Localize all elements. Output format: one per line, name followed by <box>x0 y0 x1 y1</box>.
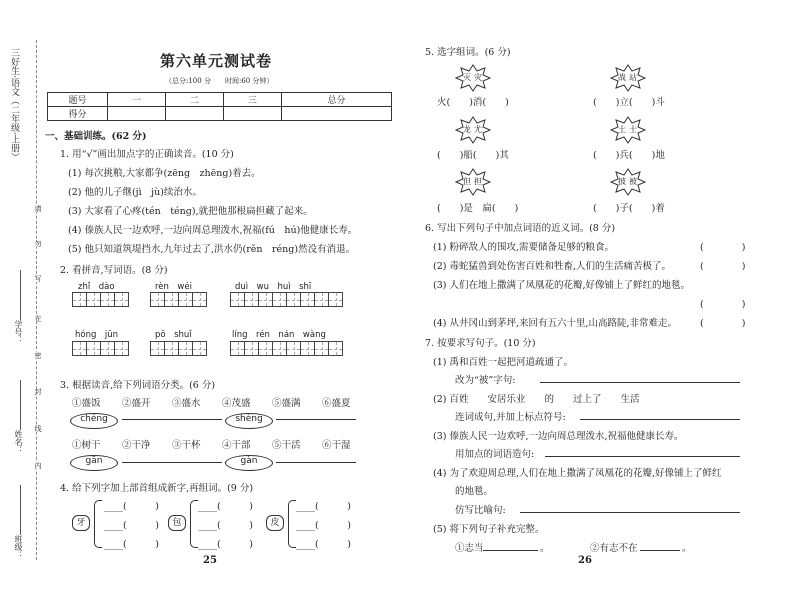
char-option: 尤 <box>474 125 482 134</box>
q4-title: 4. 给下列字加上部首组成新字,再组词。(9 分) <box>60 483 254 494</box>
answer-line[interactable] <box>640 550 680 551</box>
answer-line[interactable] <box>545 456 740 457</box>
fill-blank[interactable]: ____( ) <box>198 539 253 550</box>
seal-char: 密 <box>34 352 42 359</box>
tianzi-grid[interactable] <box>230 292 342 307</box>
answer-paren[interactable]: ( ) <box>700 242 746 253</box>
tianzi-grid[interactable] <box>150 292 206 307</box>
q3-word: ④干部 <box>222 440 251 451</box>
score-cell[interactable] <box>223 107 281 121</box>
tianzi-grid[interactable] <box>72 292 128 307</box>
q6-item: (1) 粉碎敌人的围攻,需要储备足够的粮食。 <box>433 242 614 253</box>
score-header: 一 <box>108 93 166 107</box>
score-table <box>47 92 392 121</box>
seal-char: 封 <box>34 388 42 395</box>
q7-sentence-cont: 的地毯。 <box>455 486 494 497</box>
char-option: 担 <box>474 177 482 186</box>
q5-line: ( )子( )着 <box>593 203 665 214</box>
student-name-field[interactable] <box>20 380 21 430</box>
char-option: 披 <box>618 177 626 186</box>
answer-line[interactable] <box>483 550 538 551</box>
q3-word: ⑤干活 <box>272 440 301 451</box>
q1-item: (3) 大家看了心疼(tén téng),就把他那根扁担藏了起来。 <box>68 206 313 217</box>
brace <box>94 500 102 548</box>
score-header: 二 <box>165 93 223 107</box>
q7-sentence: (3) 傣族人民一边欢呼,一边向周总理泼水,祝福他健康长寿。 <box>433 431 684 442</box>
page-number: 25 <box>203 555 217 566</box>
starburst-word-box <box>455 116 491 144</box>
char-option: 龙 <box>463 125 471 134</box>
char-option: 战 <box>618 73 626 82</box>
q7-instruction: 用加点的词语造句: <box>455 449 535 460</box>
char-option: 土 <box>618 125 626 134</box>
q6-item: (4) 从井冈山到茅坪,来回有五六十里,山高路陡,非常难走。 <box>433 318 678 329</box>
starburst-word-box <box>610 64 646 92</box>
score-header: 三 <box>223 93 281 107</box>
answer-paren[interactable]: ( ) <box>700 299 746 310</box>
answer-line[interactable] <box>540 382 740 383</box>
fill-blank[interactable]: ____( ) <box>296 520 351 531</box>
fill-blank[interactable]: ____( ) <box>296 501 351 512</box>
q1-item: (5) 他只知道筑堤挡水,九年过去了,洪水仍(rěn réng)然没有消退。 <box>68 244 356 255</box>
page-number: 26 <box>578 555 592 566</box>
q1-title: 1. 用“√”画出加点字的正确读音。(10 分) <box>60 149 234 160</box>
q7-sentence: (1) 禹和百姓一起把河道疏通了。 <box>433 357 573 368</box>
q5-line: 火( )消( ) <box>437 97 509 108</box>
char-option: 站 <box>629 73 637 82</box>
q7-sentence: (4) 为了欢迎周总理,人们在地上撒满了凤凰花的花瓣,好像铺上了鲜红 <box>433 468 722 479</box>
brace <box>288 500 296 548</box>
class-label: 班级： <box>14 535 23 559</box>
q3-word: ②盛开 <box>122 398 151 409</box>
fill-blank[interactable]: ____( ) <box>198 501 253 512</box>
answer-line[interactable] <box>276 419 356 420</box>
seal-char: 请 <box>34 205 42 212</box>
char-option: 灾 <box>474 73 482 82</box>
radical-char-box: 包 <box>168 515 186 531</box>
pinyin-oval: chéng <box>70 413 118 429</box>
starburst-word-box <box>455 64 491 92</box>
student-name-label: 姓名： <box>14 430 23 454</box>
q6-item: (3) 人们在地上撒满了凤凰花的花瓣,好像铺上了鲜红的地毯。 <box>433 280 690 291</box>
page-subtitle: （总分:100 分 时间:60 分钟） <box>165 77 274 85</box>
q7-phrase: ②有志不在 <box>590 543 638 554</box>
fill-blank[interactable]: ____( ) <box>104 520 159 531</box>
period: 。 <box>540 543 550 554</box>
q7-instruction: 连词成句,并加上标点符号: <box>455 412 566 423</box>
q5-title: 5. 选字组词。(6 分) <box>425 47 511 58</box>
q5-line: ( )船( )其 <box>437 150 509 161</box>
answer-paren[interactable]: ( ) <box>700 261 746 272</box>
student-id-label: 学号： <box>14 320 23 344</box>
q2-pinyin: líng rén nán wàng <box>232 330 326 340</box>
q3-word: ③盛水 <box>172 398 201 409</box>
q2-pinyin: duì wu huì shī <box>235 282 312 292</box>
seal-char: 内 <box>34 462 42 469</box>
q3-word: ⑥盛夏 <box>322 398 351 409</box>
q2-pinyin: pō shuǐ <box>155 330 192 340</box>
q7-instruction: 改为“被”字句: <box>455 375 516 386</box>
q3-word: ①盛饭 <box>72 398 101 409</box>
q6-title: 6. 写出下列句子中加点词语的近义词。(8 分) <box>425 223 616 234</box>
q1-item: (4) 傣族人民一边欢呼,一边向周总理泼水,祝福(fú hú)他健康长寿。 <box>68 225 358 236</box>
q7-sentence: (2) 百姓 安居乐业 的 过上了 生活 <box>433 394 640 405</box>
q5-line: ( )是 扁( ) <box>437 203 519 214</box>
page-title: 第六单元测试卷 <box>160 52 273 70</box>
answer-paren[interactable]: ( ) <box>700 318 746 329</box>
score-cell[interactable] <box>108 107 166 121</box>
q2-pinyin: zhǐ dào <box>78 282 115 292</box>
starburst-word-box <box>610 168 646 196</box>
q2-pinyin: hóng jūn <box>75 330 119 340</box>
q3-word: ⑤盛满 <box>272 398 301 409</box>
fill-blank[interactable]: ____( ) <box>104 501 159 512</box>
q3-word: ①树干 <box>72 440 101 451</box>
student-id-field[interactable] <box>20 270 21 320</box>
score-cell[interactable] <box>165 107 223 121</box>
answer-line[interactable] <box>276 462 356 463</box>
q1-item: (1) 每次挑粮,大家都争(zēng zhēng)着去。 <box>68 168 261 179</box>
starburst-word-box <box>610 116 646 144</box>
q1-item: (2) 他的儿子继(jì jù)续治水。 <box>68 187 202 198</box>
q3-word: ④茂盛 <box>222 398 251 409</box>
fill-blank[interactable]: ____( ) <box>198 520 253 531</box>
tianzi-grid[interactable] <box>230 341 342 356</box>
seal-char: 勿 <box>34 240 42 247</box>
starburst-word-box <box>455 168 491 196</box>
q2-title: 2. 看拼音,写词语。(8 分) <box>60 265 168 276</box>
score-header: 题号 <box>48 93 108 107</box>
answer-line[interactable] <box>580 419 740 420</box>
pinyin-oval: gàn <box>225 455 273 471</box>
seal-char: 线 <box>34 425 42 432</box>
fill-blank[interactable]: ____( ) <box>104 539 159 550</box>
class-field[interactable] <box>20 485 21 535</box>
q7-phrase: ①志当 <box>455 543 484 554</box>
radical-char-box: 牙 <box>72 515 90 531</box>
q5-line: ( )兵( )地 <box>593 150 665 161</box>
q3-word: ③干杯 <box>172 440 201 451</box>
answer-line[interactable] <box>122 419 222 420</box>
char-option: 被 <box>629 177 637 186</box>
pinyin-oval: shèng <box>225 413 273 429</box>
seal-char: 写 <box>34 275 42 282</box>
fill-blank[interactable]: ____( ) <box>296 539 351 550</box>
q7-sentence: (5) 将下列句子补充完整。 <box>433 524 545 535</box>
char-option: 但 <box>463 177 471 186</box>
score-row-label: 得分 <box>48 107 108 121</box>
book-name: 三好生·语文（二年级·上册） <box>9 48 19 162</box>
radical-char-box: 皮 <box>266 515 284 531</box>
tianzi-grid[interactable] <box>72 341 128 356</box>
binding-strip <box>0 0 40 609</box>
answer-line[interactable] <box>520 512 740 513</box>
seal-char: 在 <box>34 315 42 322</box>
q7-instruction: 仿写比喻句: <box>455 505 506 516</box>
tianzi-grid[interactable] <box>150 341 206 356</box>
score-header: 总分 <box>281 93 391 107</box>
char-option: 士 <box>629 125 637 134</box>
q6-item: (2) 毒蛇猛兽到处伤害百姓和牲畜,人们的生活痛苦极了。 <box>433 261 671 272</box>
score-cell[interactable] <box>281 107 391 121</box>
seal-line <box>36 40 37 560</box>
char-option: 灭 <box>463 73 471 82</box>
brace <box>190 500 198 548</box>
section-1-heading: 一、基础训练。(62 分) <box>45 131 147 142</box>
pinyin-oval: gān <box>70 455 118 471</box>
q5-line: ( )立( )斗 <box>593 97 665 108</box>
period: 。 <box>682 543 692 554</box>
q3-word: ⑥干湿 <box>322 440 351 451</box>
q3-word: ②干净 <box>122 440 151 451</box>
q2-pinyin: rèn wéi <box>155 282 192 292</box>
q3-title: 3. 根据读音,给下列词语分类。(6 分) <box>60 380 216 391</box>
answer-line[interactable] <box>122 462 222 463</box>
q7-title: 7. 按要求写句子。(10 分) <box>425 338 536 349</box>
